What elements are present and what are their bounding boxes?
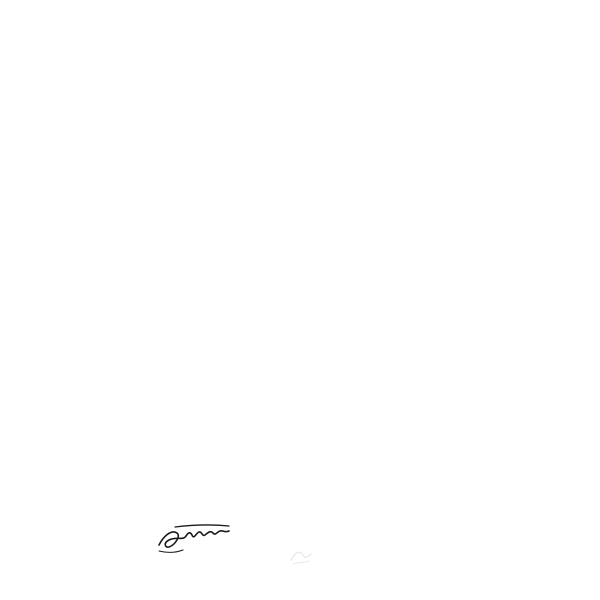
paragraph-2 bbox=[147, 168, 472, 180]
watermark-icon bbox=[288, 546, 314, 568]
signature-icon bbox=[153, 515, 237, 559]
body-text bbox=[147, 150, 472, 234]
paragraph-5 bbox=[147, 222, 472, 234]
paragraph-4 bbox=[147, 204, 472, 216]
paragraph-3 bbox=[147, 186, 472, 198]
paragraph-1 bbox=[147, 150, 472, 162]
